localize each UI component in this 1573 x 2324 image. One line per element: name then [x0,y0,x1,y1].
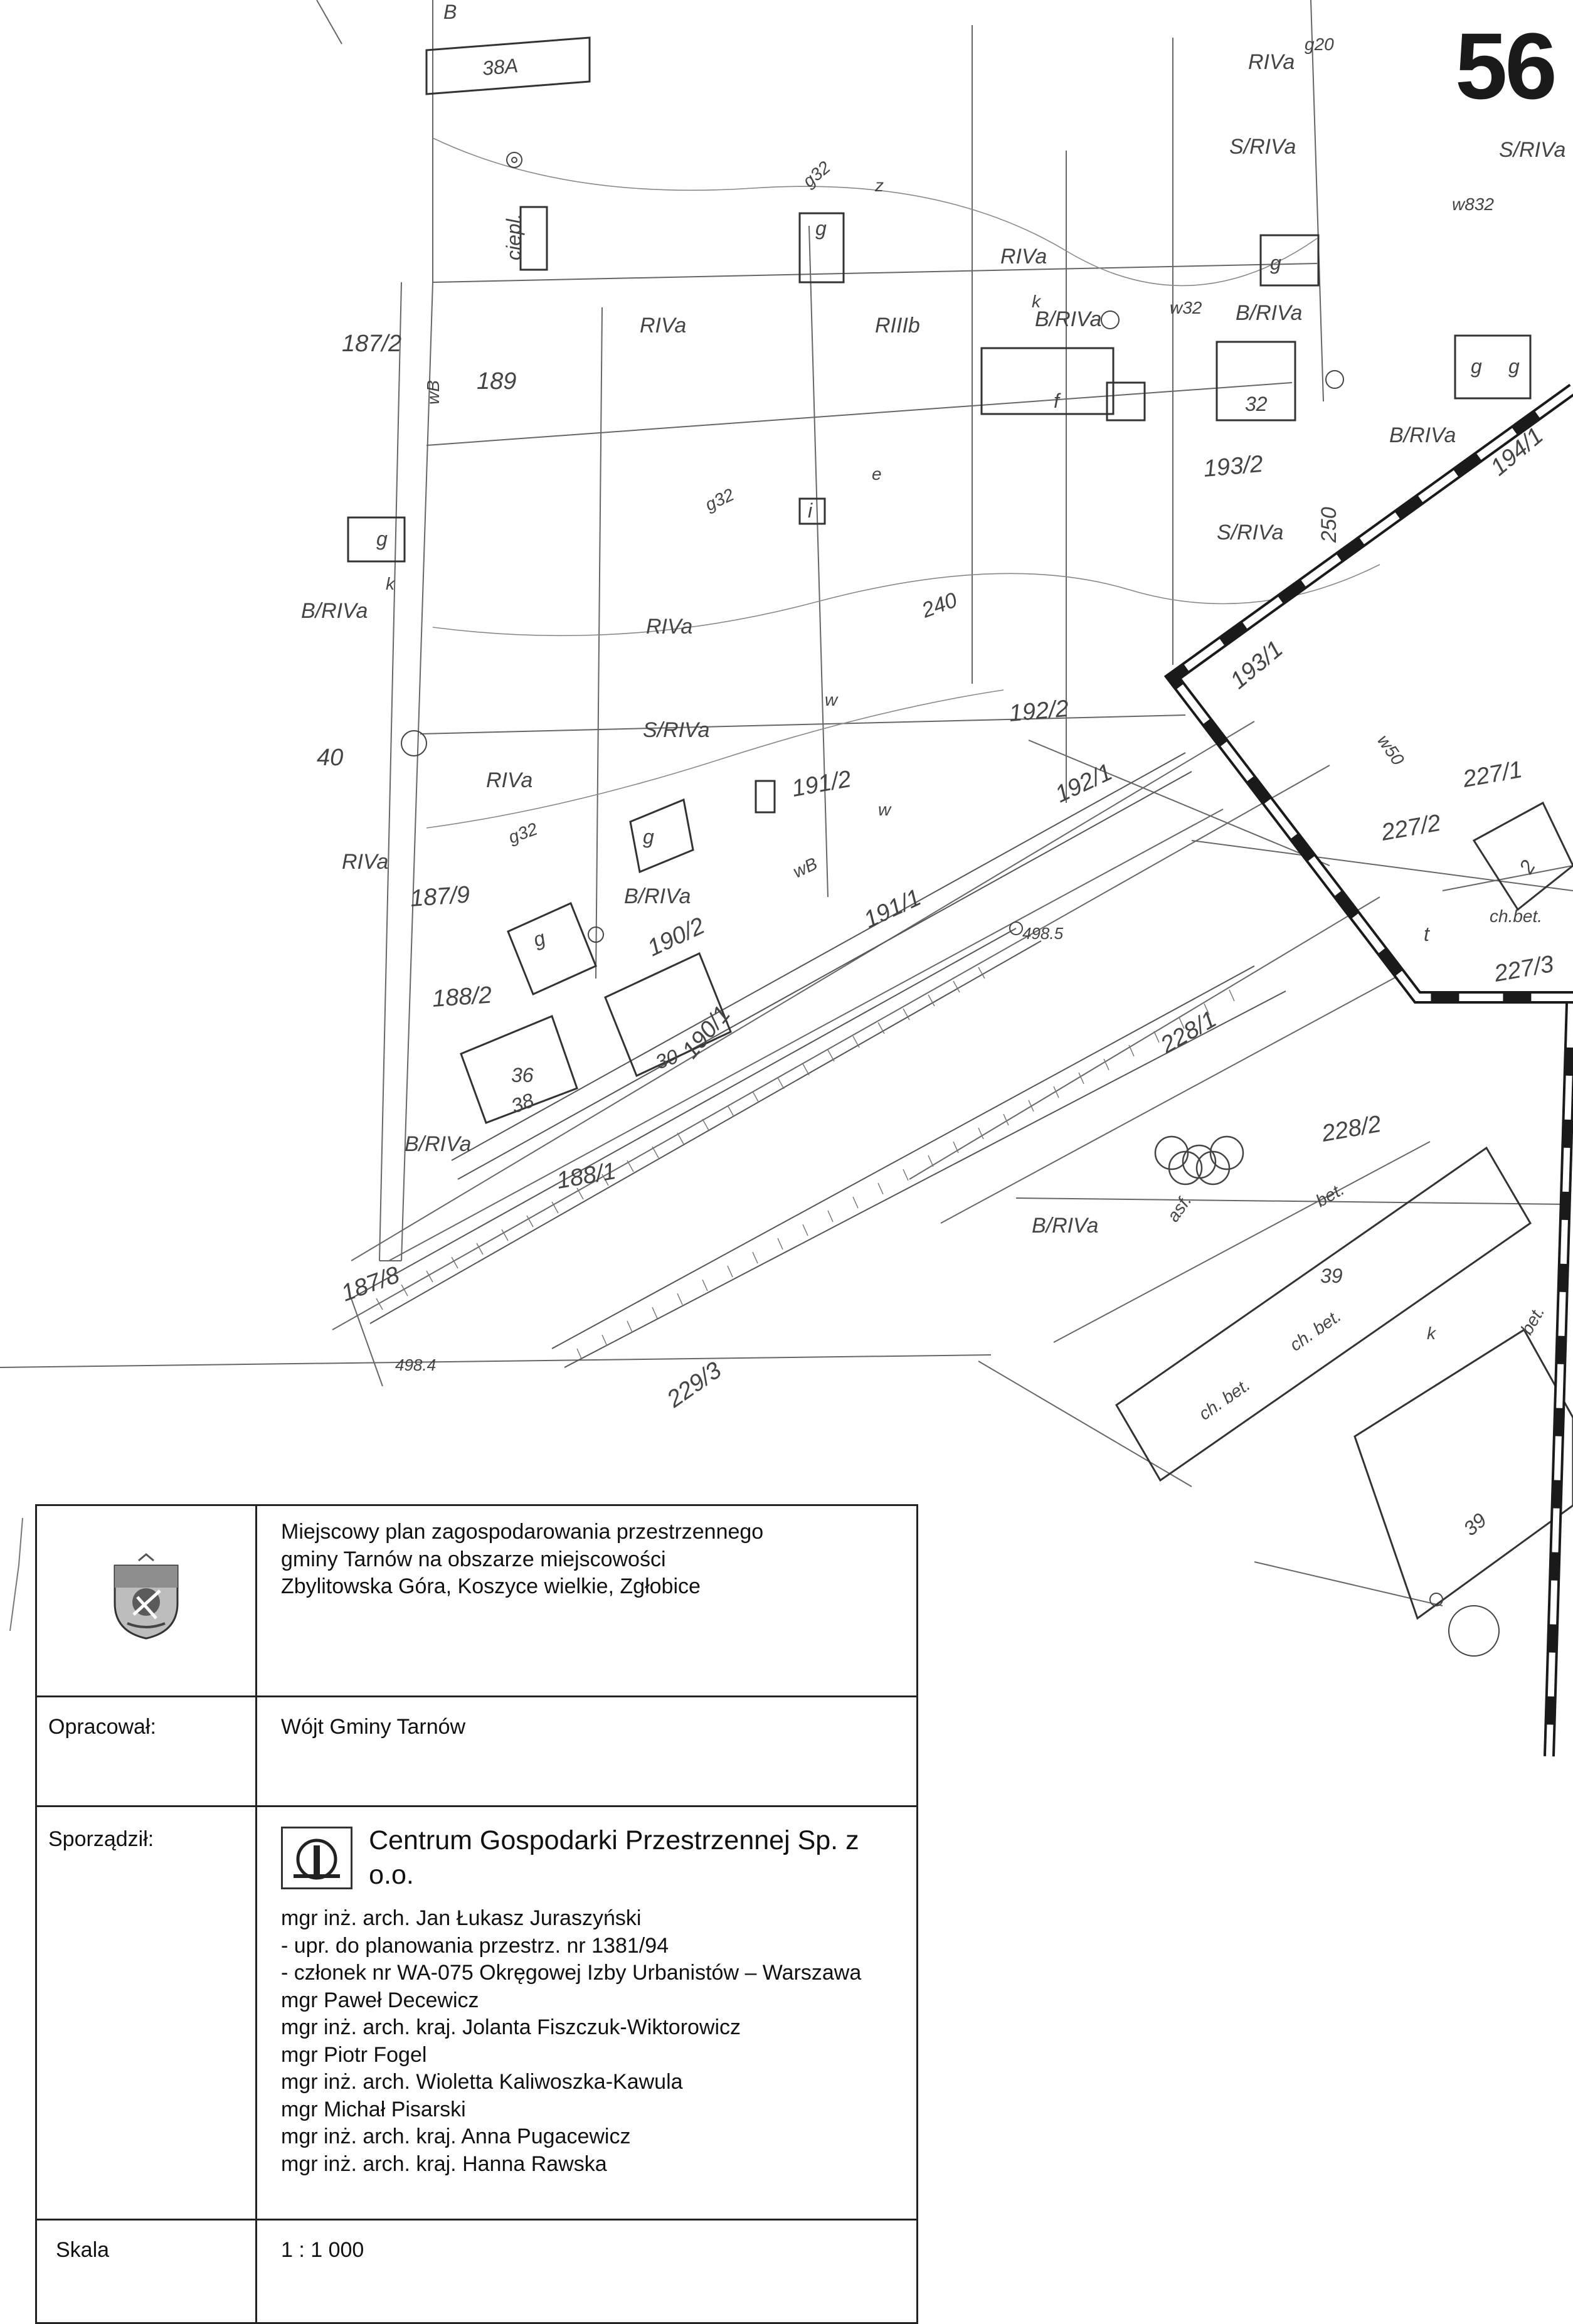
building-label: g [376,528,388,550]
company-line [281,1823,892,1892]
road-strip [351,753,1286,1367]
utility-label: g32 [798,157,834,191]
land-class-label: RIVa [646,615,693,639]
land-class-label: RIVa [486,768,533,792]
parcel-label: 189 [477,368,517,395]
building-label: 39 [1459,1508,1491,1541]
drawn-up-by-label: Sporządził: [36,1807,257,2220]
land-class-label: RIVa [1248,50,1295,74]
staff-line: - upr. do planowania przestrz. nr 1381/94 [281,1933,669,1958]
land-class-label: B/RIVa [1236,301,1303,325]
misc-label: B [443,1,457,23]
surface-label: ch. bet. [1286,1305,1345,1355]
staff-line: mgr inż. arch. Jan Łukasz Juraszyński [281,1906,642,1931]
utility-label: w [878,800,891,819]
parcel-label: 227/2 [1379,809,1443,846]
land-class-label: S/RIVa [643,718,710,742]
building-label: f [1054,390,1059,412]
margin-pencil-mark [6,1515,25,1634]
staff-line: - członek nr WA-075 Okręgowej Izby Urbanistów – Warszawa [281,1961,862,1985]
land-class-label: RIVa [1000,245,1047,268]
land-class-label: S/RIVa [1217,521,1284,544]
parcel-label: 40 [317,745,344,771]
parcel-label: 191/2 [790,765,854,802]
scale-row [36,2220,918,2323]
title-row [36,1505,918,1697]
building-label: 36 [511,1064,534,1086]
prepared-by-value: Wójt Gminy Tarnów [257,1697,918,1807]
parcel-label: 191/1 [860,884,925,934]
land-class-label: B/RIVa [1032,1214,1099,1238]
parcel-label: 190/2 [644,912,709,962]
plan-title-line: Miejscowy plan zagospodarowania przestrzennego [281,1520,764,1544]
building-label: g [530,926,549,952]
utility-label: w832 [1452,194,1494,214]
building-label: 39 [1320,1265,1343,1287]
building-label: t [1424,923,1429,945]
coat-of-arms-cell [36,1505,257,1697]
parcel-label: 229/3 [662,1357,727,1413]
utility-label: k [1427,1324,1436,1343]
staff-line: mgr inż. arch. kraj. Jolanta Fiszczuk-Wiktorowicz [281,2015,741,2040]
coat-of-arms-icon [109,1553,184,1641]
utility-label: g20 [1305,34,1334,54]
sheet-number: 56 [1455,13,1555,119]
parcel-label: 193/2 [1202,450,1264,482]
surface-label: bet. [1517,1303,1549,1338]
staff-line: mgr Piotr Fogel [281,2042,427,2067]
building-label: g [1270,252,1281,274]
building-label: g [643,825,654,848]
title-block [35,1504,918,2324]
land-class-label: S/RIVa [1229,135,1296,159]
prepared-by-row [36,1697,918,1807]
utility-label: w [825,690,838,709]
parcel-label: 188/2 [431,982,493,1012]
building-label: 30 [652,1044,681,1074]
parcel-label: 227/1 [1461,756,1525,793]
elevation: 498.5 [1022,924,1064,943]
building-label: 2 [1514,856,1540,878]
land-class-label: RIIIb [875,314,920,337]
staff-line: mgr Michał Pisarski [281,2097,466,2121]
utility-label: k [386,574,395,593]
surface-label: asf. [1163,1191,1195,1226]
contour-label: 250 [1317,507,1341,543]
track-ties [376,967,1234,1360]
staff-line: mgr inż. arch. kraj. Anna Pugacewicz [281,2125,631,2149]
elevation: 498.4 [395,1356,437,1374]
map-labels [301,1,1565,1540]
staff-line: mgr inż. arch. Wioletta Kaliwoszka-Kawula [281,2070,683,2094]
utility-label: wB [790,853,820,882]
parcel-label: 228/1 [1156,1005,1221,1059]
parcel-label: 228/2 [1320,1110,1384,1147]
land-class-label: RIVa [640,314,687,337]
building-label: 32 [1245,393,1268,415]
land-class-label: B/RIVa [405,1132,472,1156]
building-label: g [815,217,827,240]
land-class-label: B/RIVa [1389,423,1456,447]
land-class-label: B/RIVa [1035,307,1102,331]
plan-title-line: Zbylitowska Góra, Koszyce wielkie, Zgłobice [281,1574,701,1599]
utility-label: z [875,176,884,195]
utility-label: w32 [1170,298,1202,317]
utility-label: wB [423,380,443,405]
plan-title-line: gminy Tarnów na obszarze miejscowości [281,1547,666,1571]
staff-line: mgr Paweł Decewicz [281,1988,479,2012]
land-class-label: B/RIVa [624,884,691,908]
surface-label: ch.bet. [1490,906,1543,926]
parcel-label: 227/3 [1492,950,1556,987]
utility-label: g32 [702,484,737,515]
land-class-label: B/RIVa [301,599,368,623]
utility-label: w50 [1374,731,1408,769]
parcel-label: 187/9 [409,881,471,912]
land-class-label: S/RIVa [1499,138,1566,162]
building-label: ciepl. [502,213,525,260]
olympic-rings-icon [1155,1137,1243,1184]
utility-label: e [872,464,882,484]
surface-label: ch. bet. [1195,1374,1254,1424]
parcel-label: 187/2 [342,331,402,357]
company-logo-icon [281,1827,352,1889]
building-label: g [1508,355,1520,378]
building-label: 38A [481,54,519,80]
utility-label: k [1032,292,1041,311]
parcel-label: 187/8 [337,1261,403,1307]
building-label: 38 [508,1088,537,1118]
drawn-up-by-row [36,1807,918,2220]
land-class-label: RIVa [342,850,389,874]
building-label: i [808,499,813,522]
surface-label: bet. [1312,1179,1348,1211]
contour-lines [426,138,1380,828]
company-name: Centrum Gospodarki Przestrzennej Sp. z o.o. [369,1825,859,1891]
staff-line: mgr inż. arch. kraj. Hanna Rawska [281,2152,607,2176]
parcel-label: 192/1 [1051,758,1116,809]
parcel-label: 188/1 [554,1157,618,1194]
scale-value: 1 : 1 000 [257,2220,918,2323]
building-label: g [1471,355,1482,378]
plan-title [257,1505,918,1697]
planning-boundary [1173,389,1573,1756]
parcel-label: 192/2 [1008,695,1070,727]
parcel-label: 194/1 [1485,422,1549,481]
utility-points [401,152,1499,1656]
scale-label: Skala [36,2220,257,2323]
drawn-up-by-value [257,1807,918,2220]
parcel-label: 193/1 [1225,635,1288,694]
staff-list [281,1905,892,2178]
parcel-label: 190/1 [677,1000,736,1064]
prepared-by-label: Opracował: [36,1697,257,1807]
contour-label: 240 [918,588,961,623]
utility-label: g32 [506,819,540,847]
